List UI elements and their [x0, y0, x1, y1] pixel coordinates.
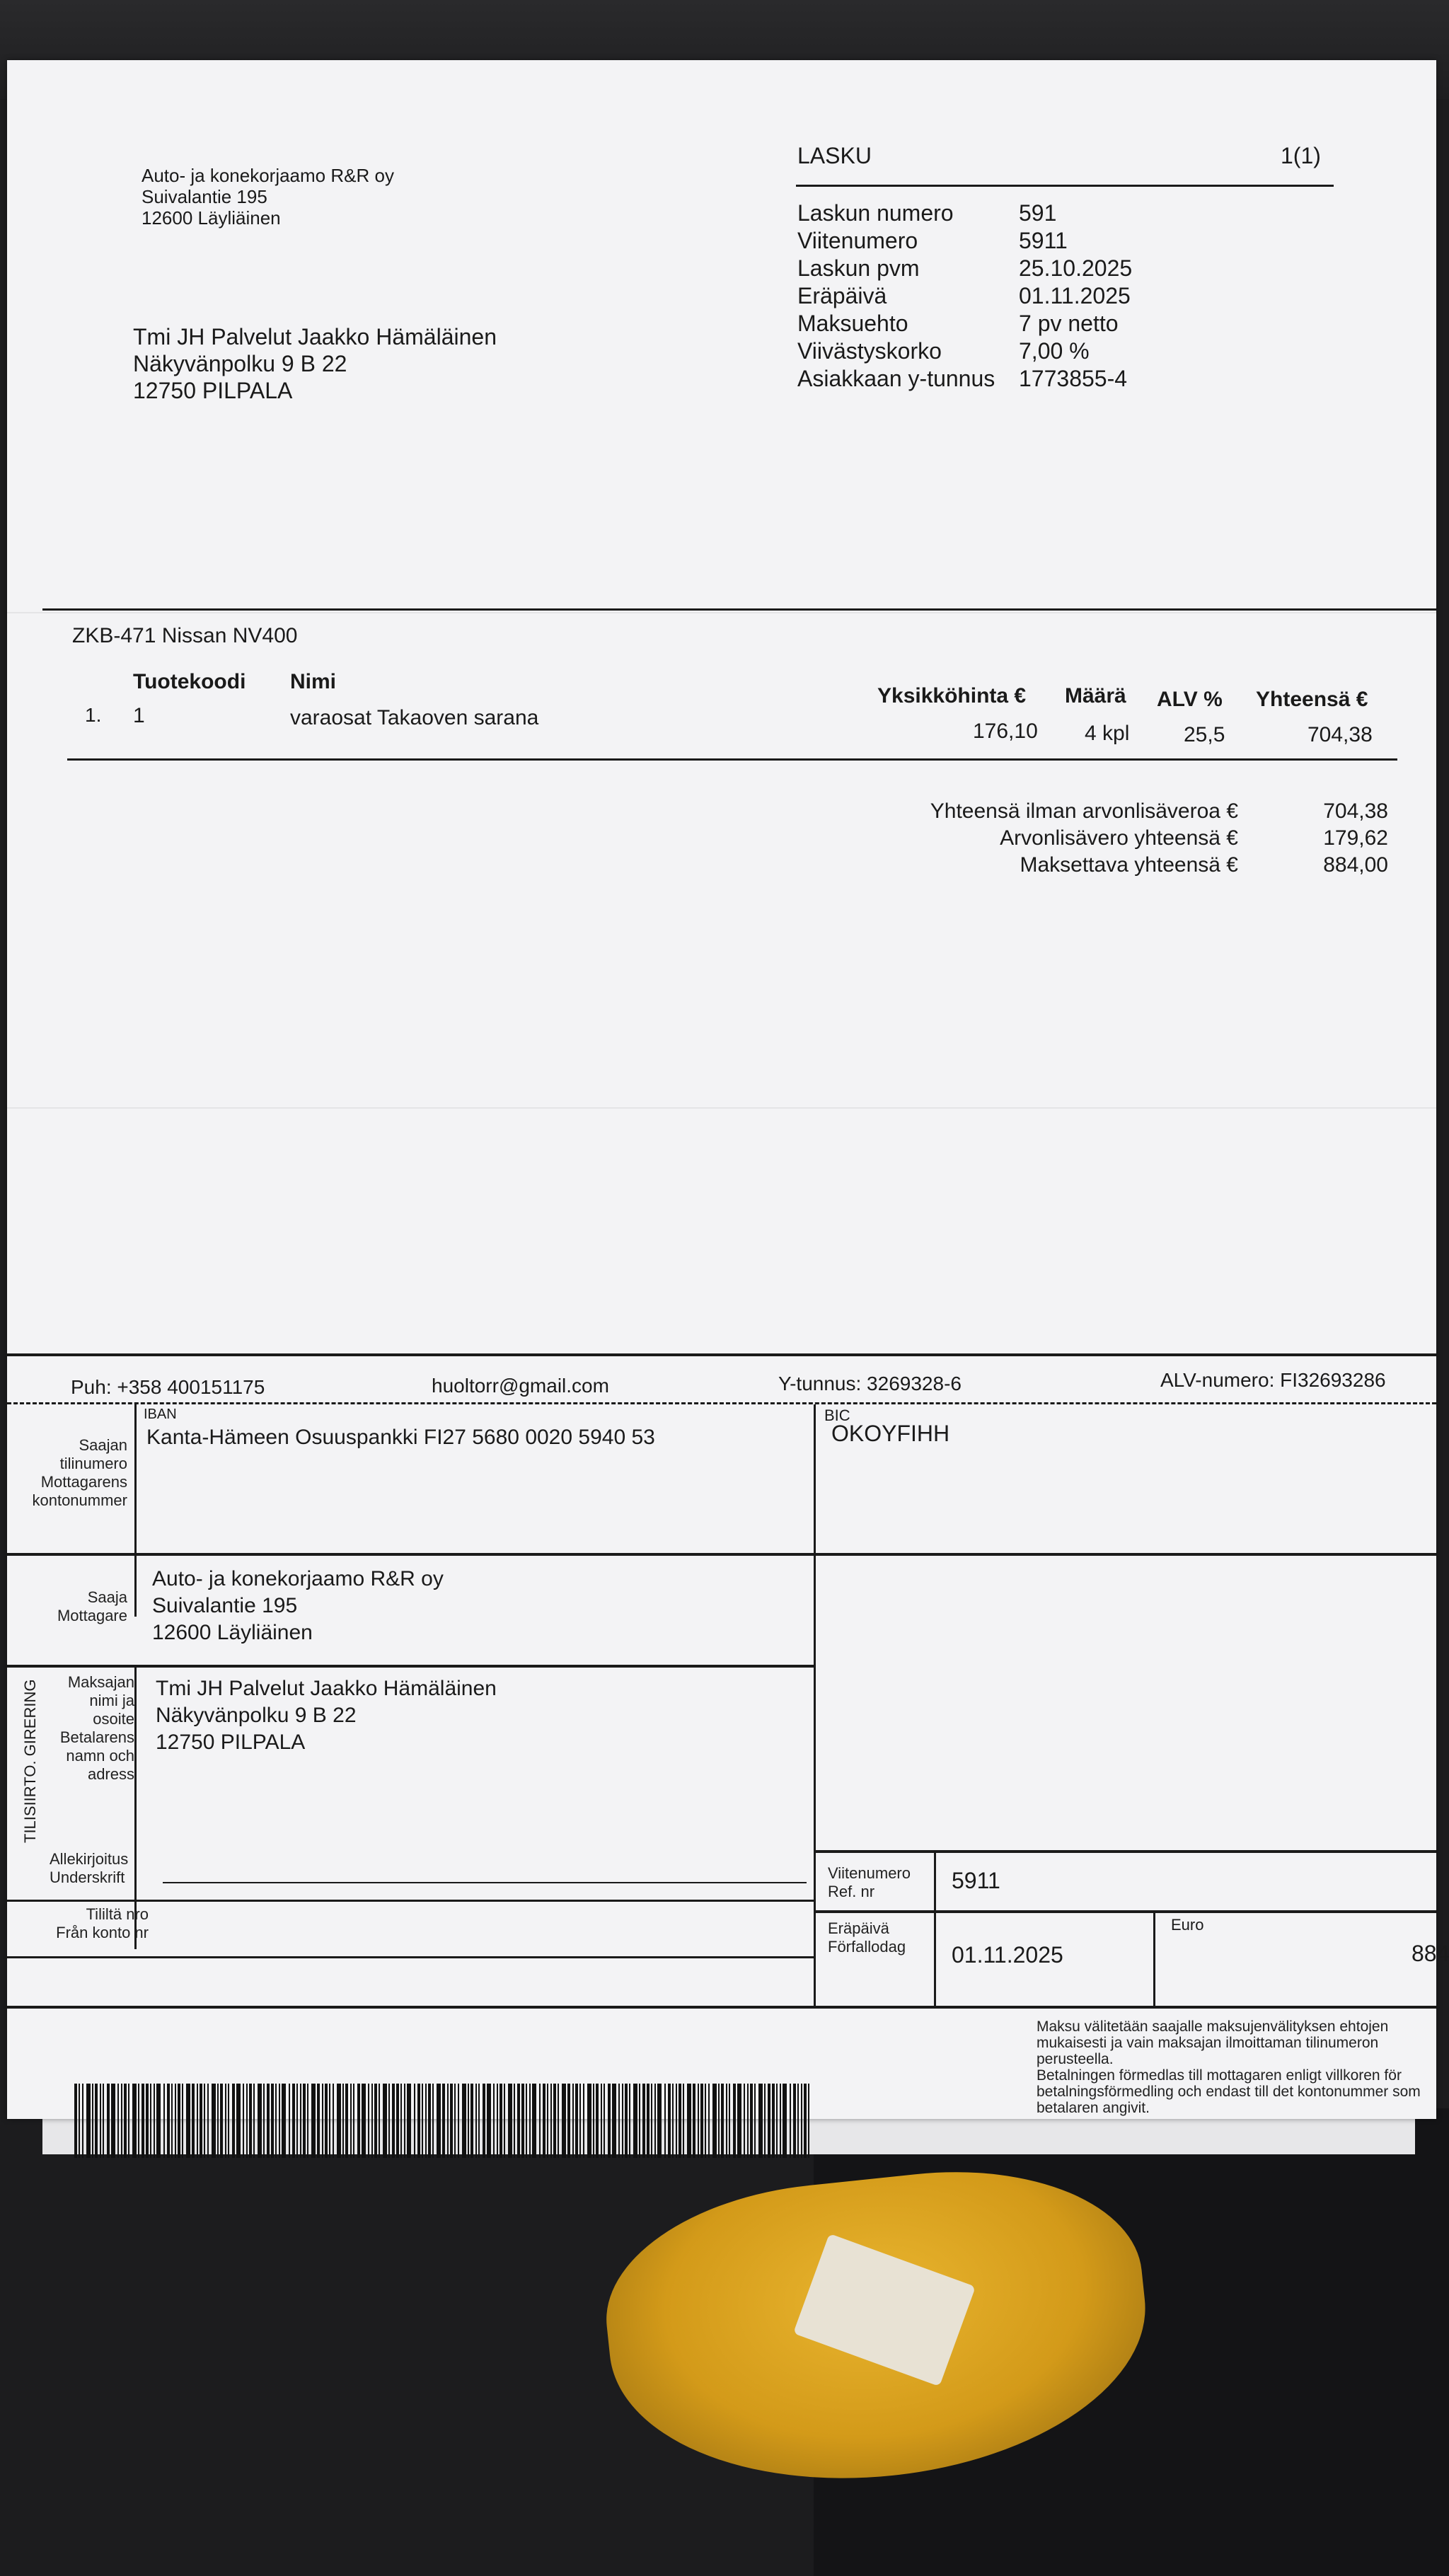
barcode-bar [353, 2084, 354, 2158]
barcode-bar [705, 2084, 706, 2158]
meta-value: 7,00 % [1019, 338, 1090, 364]
row-name: varaosat Takaoven sarana [290, 706, 539, 729]
col-header-total: Yhteensä € [1256, 688, 1368, 711]
barcode-bar [417, 2084, 420, 2158]
barcode-bar [100, 2084, 101, 2158]
barcode-bar [776, 2084, 778, 2158]
barcode-bar [454, 2084, 456, 2158]
barcode-bar [668, 2084, 671, 2158]
barcode-bar [322, 2084, 323, 2158]
euro-value: 884 [1412, 1941, 1449, 1966]
barcode-bar [175, 2084, 176, 2158]
meta-label: Viitenumero [797, 228, 918, 253]
barcode-bar [111, 2084, 115, 2158]
barcode-bar [407, 2084, 411, 2158]
total-value: 704,38 [1323, 799, 1388, 823]
meta-value: 591 [1019, 200, 1057, 226]
barcode-bar [246, 2084, 248, 2158]
barcode-bar [612, 2084, 616, 2158]
due-value: 01.11.2025 [952, 1942, 1063, 1968]
barcode-bar [150, 2084, 151, 2158]
barcode-bar [258, 2084, 262, 2158]
barcode-bar [317, 2084, 320, 2158]
barcode-bar [475, 2084, 477, 2158]
barcode-bar [747, 2084, 749, 2158]
barcode-bar [124, 2084, 127, 2158]
barcode-bar [575, 2084, 578, 2158]
barcode-bar [514, 2084, 515, 2158]
barcode-bar [192, 2084, 195, 2158]
barcode-bar [758, 2084, 763, 2158]
barcode-bar [539, 2084, 541, 2158]
barcode-bar [737, 2084, 741, 2158]
barcode-bar [808, 2084, 809, 2158]
barcode-bar [625, 2084, 628, 2158]
giro-divider [934, 1850, 936, 2006]
giro-rule [7, 1956, 814, 1958]
title-rule [796, 185, 1334, 187]
barcode-bar [228, 2084, 229, 2158]
payer-label: Maksajan nimi ja osoite Betalarens namn och adress [59, 1673, 134, 1783]
invoice-title: LASKU [797, 143, 872, 168]
barcode-bar [783, 2084, 787, 2158]
paper-fold [7, 1107, 1436, 1109]
payee-city: 12600 Läyliäinen [152, 1621, 313, 1644]
barcode-bar [263, 2084, 265, 2158]
barcode-bar [721, 2084, 724, 2158]
barcode-bar [629, 2084, 630, 2158]
barcode-bar [163, 2084, 165, 2158]
barcode-bar [342, 2084, 344, 2158]
barcode-bar [718, 2084, 720, 2158]
paper-fold [7, 612, 1436, 613]
barcode-bar [639, 2084, 640, 2158]
recipient-street: Näkyvänpolku 9 B 22 [133, 351, 347, 376]
barcode-bar [271, 2084, 274, 2158]
meta-value: 01.11.2025 [1019, 283, 1131, 308]
row-total: 704,38 [1307, 723, 1373, 746]
barcode-bar [425, 2084, 427, 2158]
barcode-bar [117, 2084, 119, 2158]
sender-street: Suivalantie 195 [142, 186, 267, 207]
barcode-bar [138, 2084, 139, 2158]
footer-top-rule [7, 1353, 1436, 1356]
barcode-bar [462, 2084, 466, 2158]
barcode-bar [200, 2084, 202, 2158]
ref-label: Viitenumero Ref. nr [828, 1864, 911, 1900]
barcode-bar [92, 2084, 93, 2158]
sender-name: Auto- ja konekorjaamo R&R oy [142, 165, 394, 186]
barcode-bar [593, 2084, 594, 2158]
perforation-line [7, 1402, 1436, 1404]
barcode-bar [447, 2084, 449, 2158]
barcode-bar [672, 2084, 674, 2158]
euro-label: Euro [1171, 1916, 1204, 1934]
items-bottom-rule [67, 758, 1397, 761]
barcode-bar [300, 2084, 301, 2158]
barcode-bar [95, 2084, 98, 2158]
barcode-bar [289, 2084, 290, 2158]
barcode-bar [379, 2084, 380, 2158]
barcode-bar [676, 2084, 677, 2158]
barcode-bar [232, 2084, 235, 2158]
barcode-bar [303, 2084, 306, 2158]
barcode-bar [693, 2084, 695, 2158]
barcode-bar [529, 2084, 531, 2158]
items-top-rule [42, 608, 1436, 611]
barcode-bar [374, 2084, 377, 2158]
barcode-bar [171, 2084, 173, 2158]
barcode-bar [562, 2084, 566, 2158]
giro-side-label: TILISIIRTO. GIRERING [21, 1679, 39, 1843]
barcode-bar [478, 2084, 480, 2158]
barcode-bar [329, 2084, 330, 2158]
row-vat: 25,5 [1184, 723, 1225, 746]
barcode-bar [647, 2084, 650, 2158]
meta-value: 5911 [1019, 228, 1068, 253]
barcode-bar [797, 2084, 799, 2158]
barcode-bar [154, 2084, 155, 2158]
barcode-bar [712, 2084, 717, 2158]
barcode-bar [371, 2084, 373, 2158]
row-unit-price: 176,10 [973, 720, 1038, 743]
payee-label: Saaja Mottagare [57, 1588, 127, 1624]
barcode-bar [558, 2084, 559, 2158]
barcode-bar [182, 2084, 183, 2158]
signature-line[interactable] [163, 1882, 807, 1883]
barcode-bar [543, 2084, 545, 2158]
account-label: Saajan tilinumero Mottagarens kontonummer [32, 1436, 127, 1509]
barcode-bar [754, 2084, 756, 2158]
barcode-bar [468, 2084, 469, 2158]
barcode-bar [207, 2084, 209, 2158]
barcode-bar [82, 2084, 83, 2158]
barcode-bar [587, 2084, 591, 2158]
barcode-bar [437, 2084, 441, 2158]
giro-rule [814, 1910, 1436, 1913]
barcode-bar [350, 2084, 352, 2158]
barcode-bar [708, 2084, 710, 2158]
barcode-bar [601, 2084, 602, 2158]
col-header-name: Nimi [290, 670, 337, 693]
barcode-bar [282, 2084, 286, 2158]
barcode-bar [687, 2084, 691, 2158]
barcode-bar [508, 2084, 512, 2158]
col-header-code: Tuotekoodi [133, 670, 246, 693]
barcode-bar [345, 2084, 348, 2158]
col-header-vat: ALV % [1157, 688, 1223, 711]
barcode-bar [698, 2084, 699, 2158]
total-label: Maksettava yhteensä € [1020, 853, 1238, 877]
barcode-bar [267, 2084, 270, 2158]
barcode-bar [204, 2084, 205, 2158]
signature-label: Allekirjoitus Underskrift [50, 1850, 129, 1886]
footer-alv: ALV-numero: FI32693286 [1160, 1369, 1386, 1391]
due-label: Eräpäivä Förfallodag [828, 1919, 906, 1956]
iban-label: IBAN [144, 1407, 177, 1422]
barcode-bar [128, 2084, 129, 2158]
barcode-bar [337, 2084, 341, 2158]
meta-label: Eräpäivä [797, 283, 887, 308]
col-header-unit-price: Yksikköhinta € [877, 684, 1027, 707]
giro-rule [814, 1850, 1436, 1853]
barcode-bar [504, 2084, 505, 2158]
barcode-bar [383, 2084, 387, 2158]
giro-divider [814, 1404, 816, 2006]
recipient-name: Tmi JH Palvelut Jaakko Hämäläinen [133, 324, 497, 350]
barcode-bar [74, 2084, 77, 2158]
barcode-bar [404, 2084, 405, 2158]
meta-label: Laskun numero [797, 200, 954, 226]
footer-phone: Puh: +358 400151175 [71, 1376, 265, 1398]
barcode-bar [186, 2084, 190, 2158]
barcode-bar [572, 2084, 574, 2158]
barcode-bar [768, 2084, 770, 2158]
barcode-bar [804, 2084, 807, 2158]
barcode-bar [608, 2084, 611, 2158]
barcode-bar [654, 2084, 656, 2158]
barcode-bar [307, 2084, 308, 2158]
barcode-bar [132, 2084, 137, 2158]
barcode-bar [392, 2084, 395, 2158]
barcode-bar [442, 2084, 445, 2158]
meta-label: Maksuehto [797, 311, 908, 336]
barcode-bar [107, 2084, 110, 2158]
barcode-bar [167, 2084, 170, 2158]
barcode-bar [500, 2084, 502, 2158]
from-account-label: Tililtä nro Från konto nr [56, 1905, 149, 1941]
barcode-bar [142, 2084, 144, 2158]
meta-label: Viivästyskorko [797, 338, 942, 364]
ref-value: 5911 [952, 1868, 1000, 1893]
invoice-paper [7, 60, 1449, 2119]
sender-city: 12600 Läyliäinen [142, 207, 281, 229]
barcode-bar [683, 2084, 684, 2158]
barcode-bar [596, 2084, 599, 2158]
barcode-bar [79, 2084, 80, 2158]
barcode [74, 2084, 817, 2158]
barcode-bar [212, 2084, 216, 2158]
barcode-bar [121, 2084, 122, 2158]
barcode-bar [396, 2084, 399, 2158]
barcode-bar [547, 2084, 548, 2158]
barcode-bar [567, 2084, 570, 2158]
giro-rule [7, 2006, 1436, 2009]
barcode-bar [801, 2084, 802, 2158]
vehicle-label: ZKB-471 Nissan NV400 [72, 624, 298, 647]
barcode-bar [493, 2084, 495, 2158]
total-value: 179,62 [1323, 826, 1388, 850]
barcode-bar [388, 2084, 390, 2158]
meta-label: Asiakkaan y-tunnus [797, 366, 995, 391]
barcode-bar [249, 2084, 252, 2158]
recipient-city: 12750 PILPALA [133, 378, 293, 403]
barcode-bar [432, 2084, 434, 2158]
payee-street: Suivalantie 195 [152, 1594, 298, 1617]
row-number: 1. [85, 704, 102, 726]
giro-divider [134, 1404, 137, 1617]
barcode-bar [368, 2084, 369, 2158]
iban-value: Kanta-Hämeen Osuuspankki FI27 5680 0020 5940 53 [146, 1426, 655, 1449]
footer-ytunnus: Y-tunnus: 3269328-6 [778, 1373, 962, 1394]
barcode-bar [497, 2084, 498, 2158]
barcode-bar [217, 2084, 219, 2158]
total-label: Yhteensä ilman arvonlisäveroa € [930, 799, 1238, 823]
barcode-bar [178, 2084, 180, 2158]
barcode-bar [651, 2084, 652, 2158]
barcode-bar [664, 2084, 666, 2158]
barcode-bar [279, 2084, 280, 2158]
col-header-qty: Määrä [1065, 684, 1126, 707]
barcode-bar [225, 2084, 226, 2158]
barcode-bar [86, 2084, 91, 2158]
bic-value: OKOYFIHH [831, 1421, 950, 1446]
giro-rule [7, 1900, 814, 1902]
barcode-bar [700, 2084, 703, 2158]
barcode-bar [604, 2084, 605, 2158]
barcode-bar [622, 2084, 623, 2158]
row-code: 1 [133, 704, 145, 727]
barcode-bar [197, 2084, 198, 2158]
row-qty: 4 kpl [1085, 722, 1130, 745]
meta-value: 7 pv netto [1019, 311, 1119, 336]
barcode-bar [146, 2084, 149, 2158]
giro-rule [7, 1553, 1436, 1556]
barcode-bar [750, 2084, 753, 2158]
barcode-bar [471, 2084, 473, 2158]
payment-notice: Maksu välitetään saajalle maksujenvälityksen ehtojen mukaisesti ja vain maksajan ilmoittaman tilinumeron perusteella. Betalningen förmedlas till mottagaren enligt villkoren för betalningsförmedling och endast till det kontonummer som betalaren angivit. [1037, 2018, 1421, 2116]
barcode-bar [483, 2084, 485, 2158]
barcode-bar [790, 2084, 791, 2158]
barcode-bar [414, 2084, 415, 2158]
barcode-bar [553, 2084, 556, 2158]
barcode-bar [764, 2084, 766, 2158]
barcode-bar [733, 2084, 736, 2158]
barcode-bar [521, 2084, 524, 2158]
barcode-bar [679, 2084, 681, 2158]
barcode-bar [579, 2084, 581, 2158]
barcode-bar [633, 2084, 637, 2158]
payer-city: 12750 PILPALA [156, 1731, 306, 1754]
barcode-bar [744, 2084, 745, 2158]
barcode-bar [311, 2084, 316, 2158]
barcode-bar [333, 2084, 334, 2158]
barcode-bar [642, 2084, 645, 2158]
payer-name: Tmi JH Palvelut Jaakko Hämäläinen [156, 1677, 497, 1700]
barcode-bar [400, 2084, 402, 2158]
footer-email: huoltorr@gmail.com [432, 1375, 609, 1397]
barcode-bar [618, 2084, 620, 2158]
barcode-bar [532, 2084, 536, 2158]
barcode-bar [487, 2084, 491, 2158]
meta-value: 25.10.2025 [1019, 255, 1133, 281]
barcode-bar [156, 2084, 161, 2158]
giro-rule [7, 1665, 814, 1668]
barcode-bar [450, 2084, 453, 2158]
meta-value: 1773855-4 [1019, 366, 1128, 391]
barcode-bar [793, 2084, 796, 2158]
barcode-bar [428, 2084, 431, 2158]
barcode-bar [296, 2084, 298, 2158]
barcode-bar [780, 2084, 781, 2158]
bic-label: BIC [824, 1407, 850, 1424]
barcode-bar [220, 2084, 223, 2158]
barcode-bar [103, 2084, 104, 2158]
barcode-bar [550, 2084, 552, 2158]
barcode-bar [726, 2084, 727, 2158]
barcode-bar [517, 2084, 520, 2158]
barcode-bar [243, 2084, 244, 2158]
barcode-bar [357, 2084, 360, 2158]
payee-name: Auto- ja konekorjaamo R&R oy [152, 1567, 444, 1590]
meta-label: Laskun pvm [797, 255, 920, 281]
barcode-bar [236, 2084, 241, 2158]
barcode-bar [362, 2084, 366, 2158]
barcode-bar [275, 2084, 277, 2158]
barcode-bar [729, 2084, 730, 2158]
page-number: 1(1) [1281, 143, 1321, 168]
barcode-bar [772, 2084, 775, 2158]
barcode-bar [526, 2084, 527, 2158]
barcode-bar [325, 2084, 328, 2158]
barcode-bar [253, 2084, 255, 2158]
barcode-bar [292, 2084, 295, 2158]
barcode-bar [657, 2084, 662, 2158]
payer-street: Näkyvänpolku 9 B 22 [156, 1704, 357, 1727]
barcode-bar [583, 2084, 584, 2158]
giro-divider [1153, 1910, 1155, 2006]
barcode-bar [458, 2084, 459, 2158]
total-label: Arvonlisävero yhteensä € [1000, 826, 1238, 850]
total-value: 884,00 [1323, 853, 1388, 877]
barcode-bar [422, 2084, 423, 2158]
